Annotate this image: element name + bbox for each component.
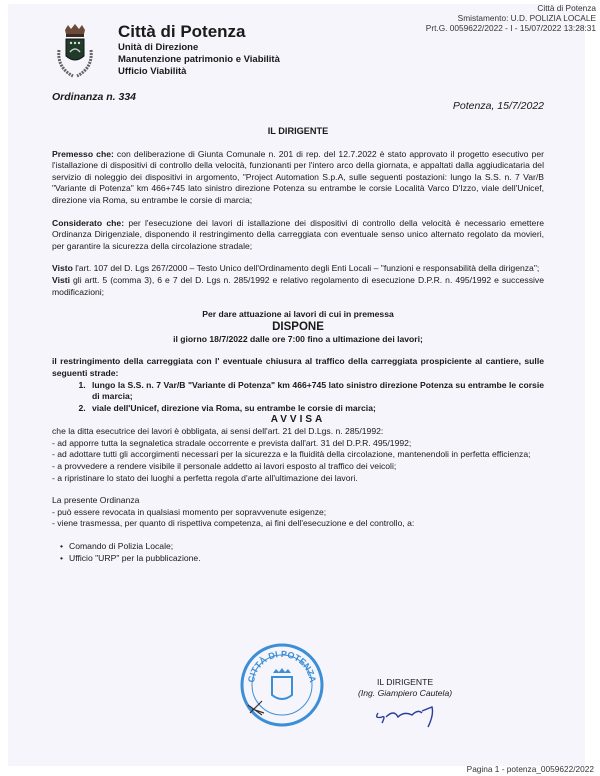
handwritten-signature <box>372 701 442 729</box>
visti-paragraph <box>52 275 544 298</box>
premesso-label: Premesso che: <box>52 148 114 159</box>
department-name: Manutenzione patrimonio e Viabilità <box>118 54 280 65</box>
considerato-text: per l'esecuzione dei lavori di istallazione dei dispositivi di controllo della velocità è necessario emettere Ordinanza Dirigenziale, disponendo il restringimento della carreggiata con eventuale senso unico alternato regolato da movieri, per garantire la sicurezza della circolazione stradale; <box>52 217 544 251</box>
city-crest-icon <box>53 24 97 84</box>
presente-item: - viene trasmessa, per quanto di rispettiva competenza, ai fini dell'esecuzione e del controllo, a: <box>52 518 415 529</box>
office-name: Ufficio Viabilità <box>118 66 187 77</box>
document-title: IL DIRIGENTE <box>267 126 329 136</box>
page-footer: Pagina 1 - potenza_0059622/2022 <box>466 764 594 774</box>
recipient-item: • Comando di Polizia Locale; <box>60 541 544 553</box>
avvisa-item: - a provvedere a rendere visibile il personale addetto ai lavori esposto al traffico dei veicoli; <box>52 461 397 472</box>
presente-title: La presente Ordinanza <box>52 495 140 506</box>
place-date: Potenza, 15/7/2022 <box>452 100 544 112</box>
premesso-paragraph <box>52 149 544 207</box>
avvisa-item: - ad adottare tutti gli accorgimenti necessari per la sicurezza e la fluidità della circolazione, mantenendoli in perfetta efficienza; <box>52 449 531 460</box>
visti-text: gli artt. 5 (comma 3), 6 e 7 del D. Lgs n. 285/1992 e relativo regolamento di esecuzione D.P.R. n. 495/1992 e successive modificazioni; <box>52 274 544 297</box>
signature-name: (Ing. Giampiero Cautela) <box>358 688 453 698</box>
ordinance-number: Ordinanza n. 334 <box>52 91 137 103</box>
avvisa-item: - ad apporre tutta la segnaletica stradale occorrente e prevista dall'art. 31 del D.P.R. 495/1992; <box>52 437 412 448</box>
visto-label: Visto <box>52 263 73 274</box>
avvisa-item: - a ripristinare lo stato dei luoghi a perfetta regola d'arte all'ultimazione dei lavori. <box>52 472 358 483</box>
seal-text: CITTÀ DI POTENZA <box>246 648 318 684</box>
recipient-item: • Ufficio "URP" per la pubblicazione. <box>60 553 544 565</box>
avvisa-title: AVVISA <box>270 414 326 426</box>
visto-paragraph <box>52 263 544 275</box>
stamp-line-3: Prt.G. 0059622/2022 - I - 15/07/2022 13:28:31 <box>425 23 596 33</box>
visti-label: Visti <box>52 274 70 285</box>
signature-block <box>358 677 452 699</box>
unit-name: Unità di Direzione <box>118 42 199 53</box>
dispone-date: il giorno 18/7/2022 dalle ore 7:00 fino a ultimazione dei lavori; <box>173 333 423 344</box>
road-item: 1. lungo la S.S. n. 7 Var/B "Variante di Potenza" km 466+745 lato sinistro direzione Potenza su entrambe le corsie di marcia; <box>88 380 544 403</box>
avvisa-intro: che la ditta esecutrice dei lavori è obbligata, ai sensi dell'art. 21 del D.Lgs. n. 285/1992: <box>52 426 384 437</box>
considerato-label: Considerato che: <box>52 217 125 228</box>
road-item: 2. viale dell'Unicef, direzione via Roma, su entrambe le corsie di marcia; <box>88 403 544 415</box>
restringimento-paragraph: il restringimento della carreggiata con l' eventuale chiusura al traffico della carreggiata prospiciente al cantiere, sulle seguenti strade: <box>52 356 544 378</box>
protocol-stamp <box>426 3 596 33</box>
signature-role: IL DIRIGENTE <box>377 677 434 687</box>
visto-text: l'art. 107 del D. Lgs 267/2000 – Testo Unico dell'Ordinamento degli Enti Locali – "funzioni e responsabilità della dirigenza"; <box>72 263 540 274</box>
official-seal-stamp <box>240 643 324 727</box>
document-body <box>52 126 544 564</box>
city-name: Città di Potenza <box>118 22 246 41</box>
presente-item: - può essere revocata in qualsiasi momento per sopravvenute esigenze; <box>52 506 327 517</box>
stamp-line-2: Smistamento: U.D. POLIZIA LOCALE <box>457 13 596 23</box>
premesso-text: con deliberazione di Giunta Comunale n. 201 di rep. del 12.7.2022 è stato approvato il progetto esecutivo per l'istallazione di dispositivi di controllo della velocità, funzionanti per l'intero arco della giornata, e appaltati dalla aggiudicataria del servizio di noleggio dei dispositivi in argomento, "Project Automation S.p.A, sulle seguenti postazioni: lungo la S.S. n. 7 Var/B "Variante di Potenza" km 466+745 lato sinistro direzione Potenza su entrambe le corsie Località Varco D'Izzo, viale dell'Unicef, direzione via Roma, su entrambe le corsie di marcia; <box>52 148 544 205</box>
dispone-intro: Per dare attuazione ai lavori di cui in premessa <box>202 309 394 320</box>
stamp-line-1: Città di Potenza <box>537 3 596 13</box>
dispone-title: DISPONE <box>272 320 324 333</box>
letterhead <box>118 22 280 78</box>
roads-list <box>52 380 544 415</box>
considerato-paragraph <box>52 218 544 253</box>
recipients-list <box>52 541 544 564</box>
